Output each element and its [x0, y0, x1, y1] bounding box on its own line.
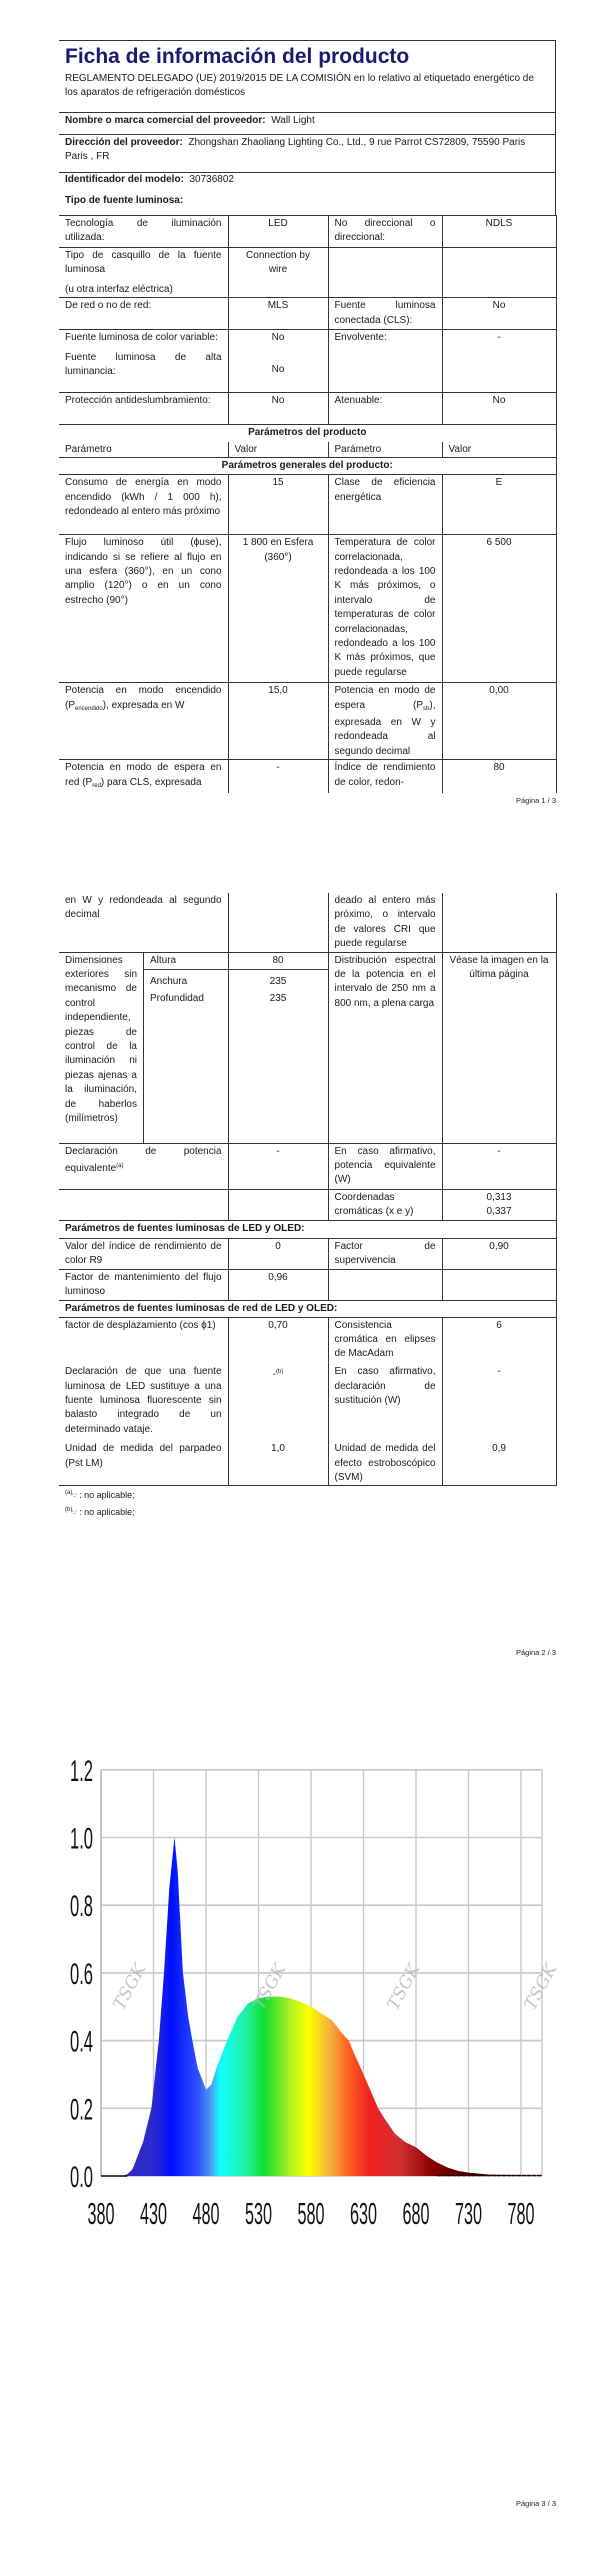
param-cell: No direccional o direccional: — [328, 216, 442, 248]
watermark: TSGK — [383, 1960, 425, 2014]
value-cell: - — [442, 1364, 556, 1441]
supplier-address-label: Dirección del proveedor: — [65, 137, 183, 148]
param-cell: Protección antideslumbramiento: — [59, 393, 228, 425]
param-text: (u otra interfaz eléctrica) — [65, 283, 173, 295]
page-title: Ficha de información del producto — [65, 45, 410, 68]
depth-label: Profundidad — [150, 992, 204, 1004]
column-header-value: Valor — [442, 442, 556, 458]
value-cell: 15,0 — [228, 683, 328, 760]
value-cell: No — [228, 393, 328, 425]
led-title: Parámetros de fuentes luminosas de LED y OLED: — [59, 1220, 556, 1238]
model-id: 30736802 — [189, 174, 234, 185]
x-tick-label: 680 — [402, 2196, 430, 2231]
footnote-symbol: '-' — [72, 1494, 77, 1500]
value-cell: - — [228, 1143, 328, 1189]
param-cell: en W y redondeada al segundo decimal — [59, 893, 228, 952]
value-cell: E — [442, 475, 556, 535]
supplier-name: Wall Light — [271, 115, 315, 126]
value-cell: 0,96 — [228, 1269, 328, 1300]
value-cell: MLS — [228, 298, 328, 330]
value-cell: NDLS — [442, 216, 556, 248]
param-cell: Temperatura de color correlacionada, redondeada a los 100 K más próximos, o intervalo de temperaturas de color correlacionadas, redondeado a los 100 K más próximos, que puede regularse — [328, 535, 442, 683]
chroma-y: 0,337 — [486, 1206, 512, 1218]
param-text: Fuente luminosa de alta luminancia: — [65, 351, 222, 378]
param-cell: Tecnología de iluminación utilizada: — [59, 216, 228, 248]
param-cell: En caso afirmativo, potencia equivalente (W) — [328, 1143, 442, 1189]
column-header-param: Parámetro — [59, 442, 228, 458]
value-cell: 15 — [228, 475, 328, 535]
value-cell: 1 800 en Esfera (360°) — [228, 535, 328, 683]
y-tick-label: 0.0 — [70, 2161, 93, 2194]
param-cell: Consumo de energía en modo encendido (kWh / 1 000 h), redondeado al entero más próximo — [59, 475, 228, 535]
param-cell: Factor de supervivencia — [328, 1238, 442, 1269]
subscript: red — [92, 782, 101, 789]
value-cell: 6 500 — [442, 535, 556, 683]
subscript: encendido — [75, 705, 103, 712]
param-cell: Valor del índice de rendimiento de color R9 — [59, 1238, 228, 1269]
param-text: Tipo de casquillo de la fuente luminosa — [65, 250, 222, 276]
footnote-text: : no aplicable; — [76, 1490, 135, 1500]
param-cell: Unidad de medida del efecto estroboscópico (SVM) — [328, 1441, 442, 1486]
value-cell: 0,90 — [442, 1238, 556, 1269]
width-value: 235 — [269, 975, 287, 987]
value-text: No — [271, 363, 285, 375]
value-cell: 0,70 — [228, 1317, 328, 1364]
page-number: Página 3 / 3 — [515, 2499, 556, 2508]
param-cell: Unidad de medida del parpadeo (Pst LM) — [59, 1441, 228, 1486]
value-cell: 1,0 — [228, 1441, 328, 1486]
param-cell: Envolvente: — [328, 330, 442, 393]
value-cell: - — [442, 330, 556, 393]
footnote-ref: (a) — [116, 1163, 124, 1170]
param-cell: Fuente luminosa conectada (CLS): — [328, 298, 442, 330]
width-label: Anchura — [150, 975, 188, 987]
page-number: Página 1 / 3 — [515, 796, 556, 805]
param-cell: Atenuable: — [328, 393, 442, 425]
y-tick-label: 0.8 — [70, 1890, 93, 1924]
value-cell: - — [228, 760, 328, 793]
value-cell: 0,00 — [442, 683, 556, 760]
y-tick-label: 1.0 — [70, 1822, 93, 1856]
x-tick-labels — [88, 2196, 535, 2231]
column-header-param: Parámetro — [328, 442, 442, 458]
model-id-label: Identificador del modelo: — [65, 174, 184, 185]
param-cell: factor de desplazamiento (cos ϕ1) — [59, 1317, 228, 1364]
y-tick-label: 0.6 — [70, 1957, 93, 1991]
height-label: Altura — [144, 952, 229, 969]
param-cell: En caso afirmativo, declaración de sustitución (W) — [328, 1364, 442, 1441]
supplier-address: Zhongshan Zhaoliang Lighting Co., Ltd., 9 rue Parrot CS72809, 75590 Paris Paris , FR — [65, 137, 526, 163]
mains-title: Parámetros de fuentes luminosas de red de LED y OLED: — [59, 1300, 556, 1317]
value-cell: 0 — [228, 1238, 328, 1269]
supplier-name-label: Nombre o marca comercial del proveedor: — [65, 115, 266, 126]
subscript: sb — [423, 705, 430, 712]
x-tick-label: 380 — [87, 2196, 115, 2231]
value-text: No — [271, 332, 285, 344]
value-cell: No — [442, 393, 556, 425]
value-cell: LED — [228, 216, 328, 248]
watermark: TSGK — [520, 1960, 562, 2014]
param-cell: Índice de rendimiento de color, redon- — [328, 760, 442, 793]
height-value: 80 — [228, 952, 328, 969]
y-tick-label: 0.2 — [70, 2093, 93, 2127]
dimensions-label: Dimensiones exteriores sin mecanismo de control independiente, piezas de control de la iluminación ni piezas ajenas a la iluminación, de haberlos (milímetros) — [59, 952, 144, 1143]
footnote-mark: (a) — [65, 1490, 73, 1496]
value-cell: - — [442, 1143, 556, 1189]
param-cell: Declaración de que una fuente luminosa de LED sustituye a una fuente luminosa fluorescente sin balasto integrado de un determinado vataje. — [59, 1364, 228, 1441]
x-tick-label: 780 — [507, 2196, 535, 2231]
param-text: ), expresada en W — [102, 699, 185, 711]
footnote-text: : no aplicable; — [76, 1507, 135, 1517]
light-source-type-label: Tipo de fuente luminosa: — [65, 195, 184, 207]
y-tick-labels — [70, 1755, 93, 2194]
y-tick-label: 0.4 — [70, 2025, 93, 2059]
chroma-x: 0,313 — [486, 1191, 512, 1203]
param-text: ) para CLS, expresada — [100, 776, 202, 788]
param-cell: Coordenadas cromáticas (x e y) — [328, 1189, 442, 1220]
param-text: Potencia en modo encendido (P — [65, 685, 222, 711]
value-text: - — [272, 1369, 277, 1381]
param-text: Potencia en modo de espera en red (P — [65, 762, 222, 788]
depth-value: 235 — [269, 992, 287, 1004]
spectrum-area — [101, 1838, 542, 2177]
value-cell: Connection by wire — [228, 248, 328, 298]
param-cell: De red o no de red: — [59, 298, 228, 330]
footnote-ref: (b) — [276, 1369, 284, 1376]
regulation-text: REGLAMENTO DELEGADO (UE) 2019/2015 DE LA COMISIÓN en lo relativo al etiquetado energético de los aparatos de refrigeración domésticos — [65, 73, 534, 99]
x-tick-label: 530 — [245, 2196, 272, 2231]
value-cell: No — [442, 298, 556, 330]
y-tick-label: 1.2 — [70, 1754, 93, 1788]
watermark: TSGK — [109, 1960, 151, 2014]
footnote-mark: (b) — [65, 1507, 73, 1513]
x-tick-label: 630 — [350, 2196, 377, 2231]
x-tick-label: 730 — [455, 2196, 482, 2231]
column-header-value: Valor — [228, 442, 328, 458]
param-cell: Factor de mantenimiento del flujo luminoso — [59, 1269, 228, 1300]
param-text: ), expresada en W y redondeada al segundo decimal — [334, 699, 436, 757]
value-cell: 80 — [442, 760, 556, 793]
value-cell: Véase la imagen en la última página — [442, 952, 556, 1143]
param-cell: Clase de eficiencia energética — [328, 475, 442, 535]
param-cell: Distribución espectral de la potencia en el intervalo de 250 nm a 800 nm, a plena carga — [328, 952, 442, 1143]
param-text: Declaración de potencia equivalente — [65, 1145, 222, 1175]
param-text: Potencia en modo de espera (P — [334, 685, 436, 711]
param-cell: Flujo luminoso útil (ϕuse), indicando si se refiere al flujo en una esfera (360°), en un cono amplio (120°) o en un cono estrecho (90°) — [59, 535, 228, 683]
footnote-symbol: '-' — [72, 1511, 77, 1517]
param-cell: Consistencia cromática en elipses de MacAdam — [328, 1317, 442, 1364]
param-text: Fuente luminosa de color variable: — [65, 332, 218, 344]
value-cell: 6 — [442, 1317, 556, 1364]
params-title: Parámetros del producto — [59, 425, 556, 442]
general-title: Parámetros generales del producto: — [59, 458, 556, 475]
value-cell: 0,9 — [442, 1441, 556, 1486]
param-cell: deado al entero más próximo, o intervalo de valores CRI que puede regularse — [328, 893, 442, 952]
page-number: Página 2 / 3 — [515, 1648, 556, 1657]
watermark: TSGK — [249, 1960, 291, 2014]
x-tick-label: 430 — [140, 2196, 167, 2231]
x-tick-label: 580 — [297, 2196, 325, 2231]
x-tick-label: 480 — [192, 2196, 220, 2231]
